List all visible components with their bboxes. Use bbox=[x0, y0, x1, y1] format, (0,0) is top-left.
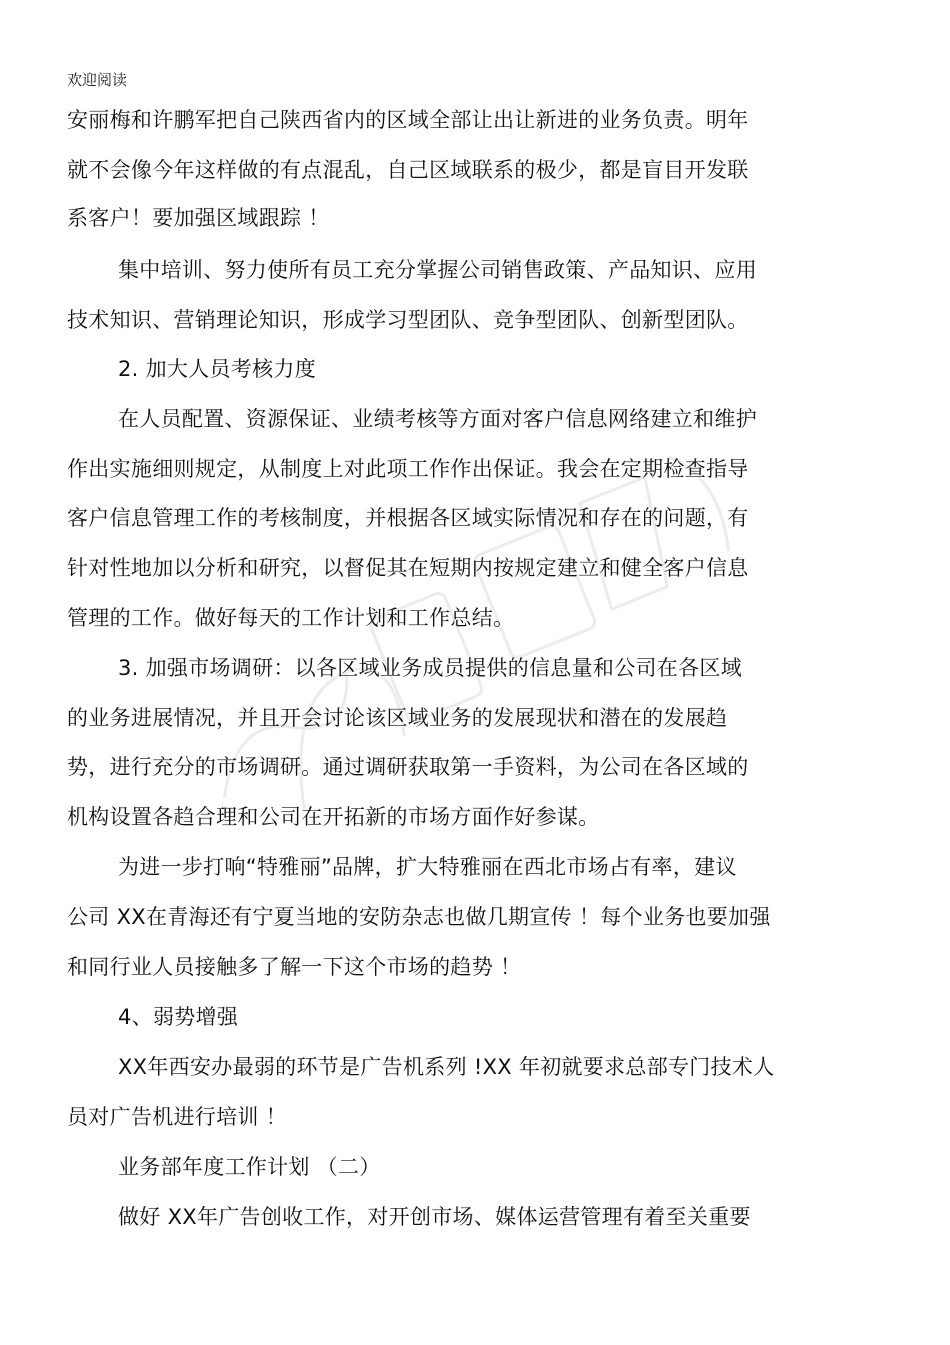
text-line: 就不会像今年这样做的有点混乱，自己区域联系的极少，都是盲目开发联 bbox=[67, 158, 749, 182]
text-line: 公司 XX在青海还有宁夏当地的安防杂志也做几期宣传 ！每个业务也要加强 bbox=[67, 905, 771, 929]
text-line: 管理的工作。做好每天的工作计划和工作总结。 bbox=[67, 606, 515, 630]
page-header: 欢迎阅读 bbox=[67, 71, 128, 89]
text-line: 的业务进展情况，并且开会讨论该区域业务的发展现状和潜在的发展趋 bbox=[67, 706, 728, 730]
text-line: 安丽梅和许鹏军把自己陕西省内的区域全部让出让新进的业务负责。明年 bbox=[67, 108, 749, 132]
section-heading: 业务部年度工作计划 （二） bbox=[118, 1155, 381, 1179]
text-line: 员对广告机进行培训 ！ bbox=[67, 1105, 287, 1129]
section-heading: 2. 加大人员考核力度 bbox=[118, 357, 317, 381]
text-line: 客户信息管理工作的考核制度，并根据各区域实际情况和存在的问题，有 bbox=[67, 506, 749, 530]
paragraph-start: 集中培训、努力使所有员工充分掌握公司销售政策、产品知识、应用 bbox=[118, 258, 757, 282]
text-line: 技术知识、营销理论知识，形成学习型团队、竞争型团队、创新型团队。 bbox=[67, 308, 749, 332]
text-line: 作出实施细则规定，从制度上对此项工作作出保证。我会在定期检查指导 bbox=[67, 457, 749, 481]
section-heading: 3. 加强市场调研：以各区域业务成员提供的信息量和公司在各区域 bbox=[118, 656, 743, 680]
paragraph-start: 做好 XX年广告创收工作，对开创市场、媒体运营管理有着至关重要 bbox=[118, 1205, 751, 1229]
paragraph-start: XX年西安办最弱的环节是广告机系列 !XX 年初就要求总部专门技术人 bbox=[118, 1055, 775, 1079]
paragraph-start: 为进一步打响“特雅丽”品牌，扩大特雅丽在西北市场占有率，建议 bbox=[118, 855, 737, 879]
paragraph-start: 在人员配置、资源保证、业绩考核等方面对客户信息网络建立和维护 bbox=[118, 407, 757, 431]
text-line: 势，进行充分的市场调研。通过调研获取第一手资料，为公司在各区域的 bbox=[67, 755, 749, 779]
section-heading: 4、弱势增强 bbox=[118, 1005, 239, 1029]
text-line: 系客户！要加强区域跟踪 ！ bbox=[67, 206, 330, 230]
text-line: 和同行业人员接触多了解一下这个市场的趋势 ！ bbox=[67, 955, 522, 979]
text-line: 针对性地加以分析和研究，以督促其在短期内按规定建立和健全客户信息 bbox=[67, 556, 749, 580]
text-line: 机构设置各趋合理和公司在开拓新的市场方面作好参谋。 bbox=[67, 805, 600, 829]
